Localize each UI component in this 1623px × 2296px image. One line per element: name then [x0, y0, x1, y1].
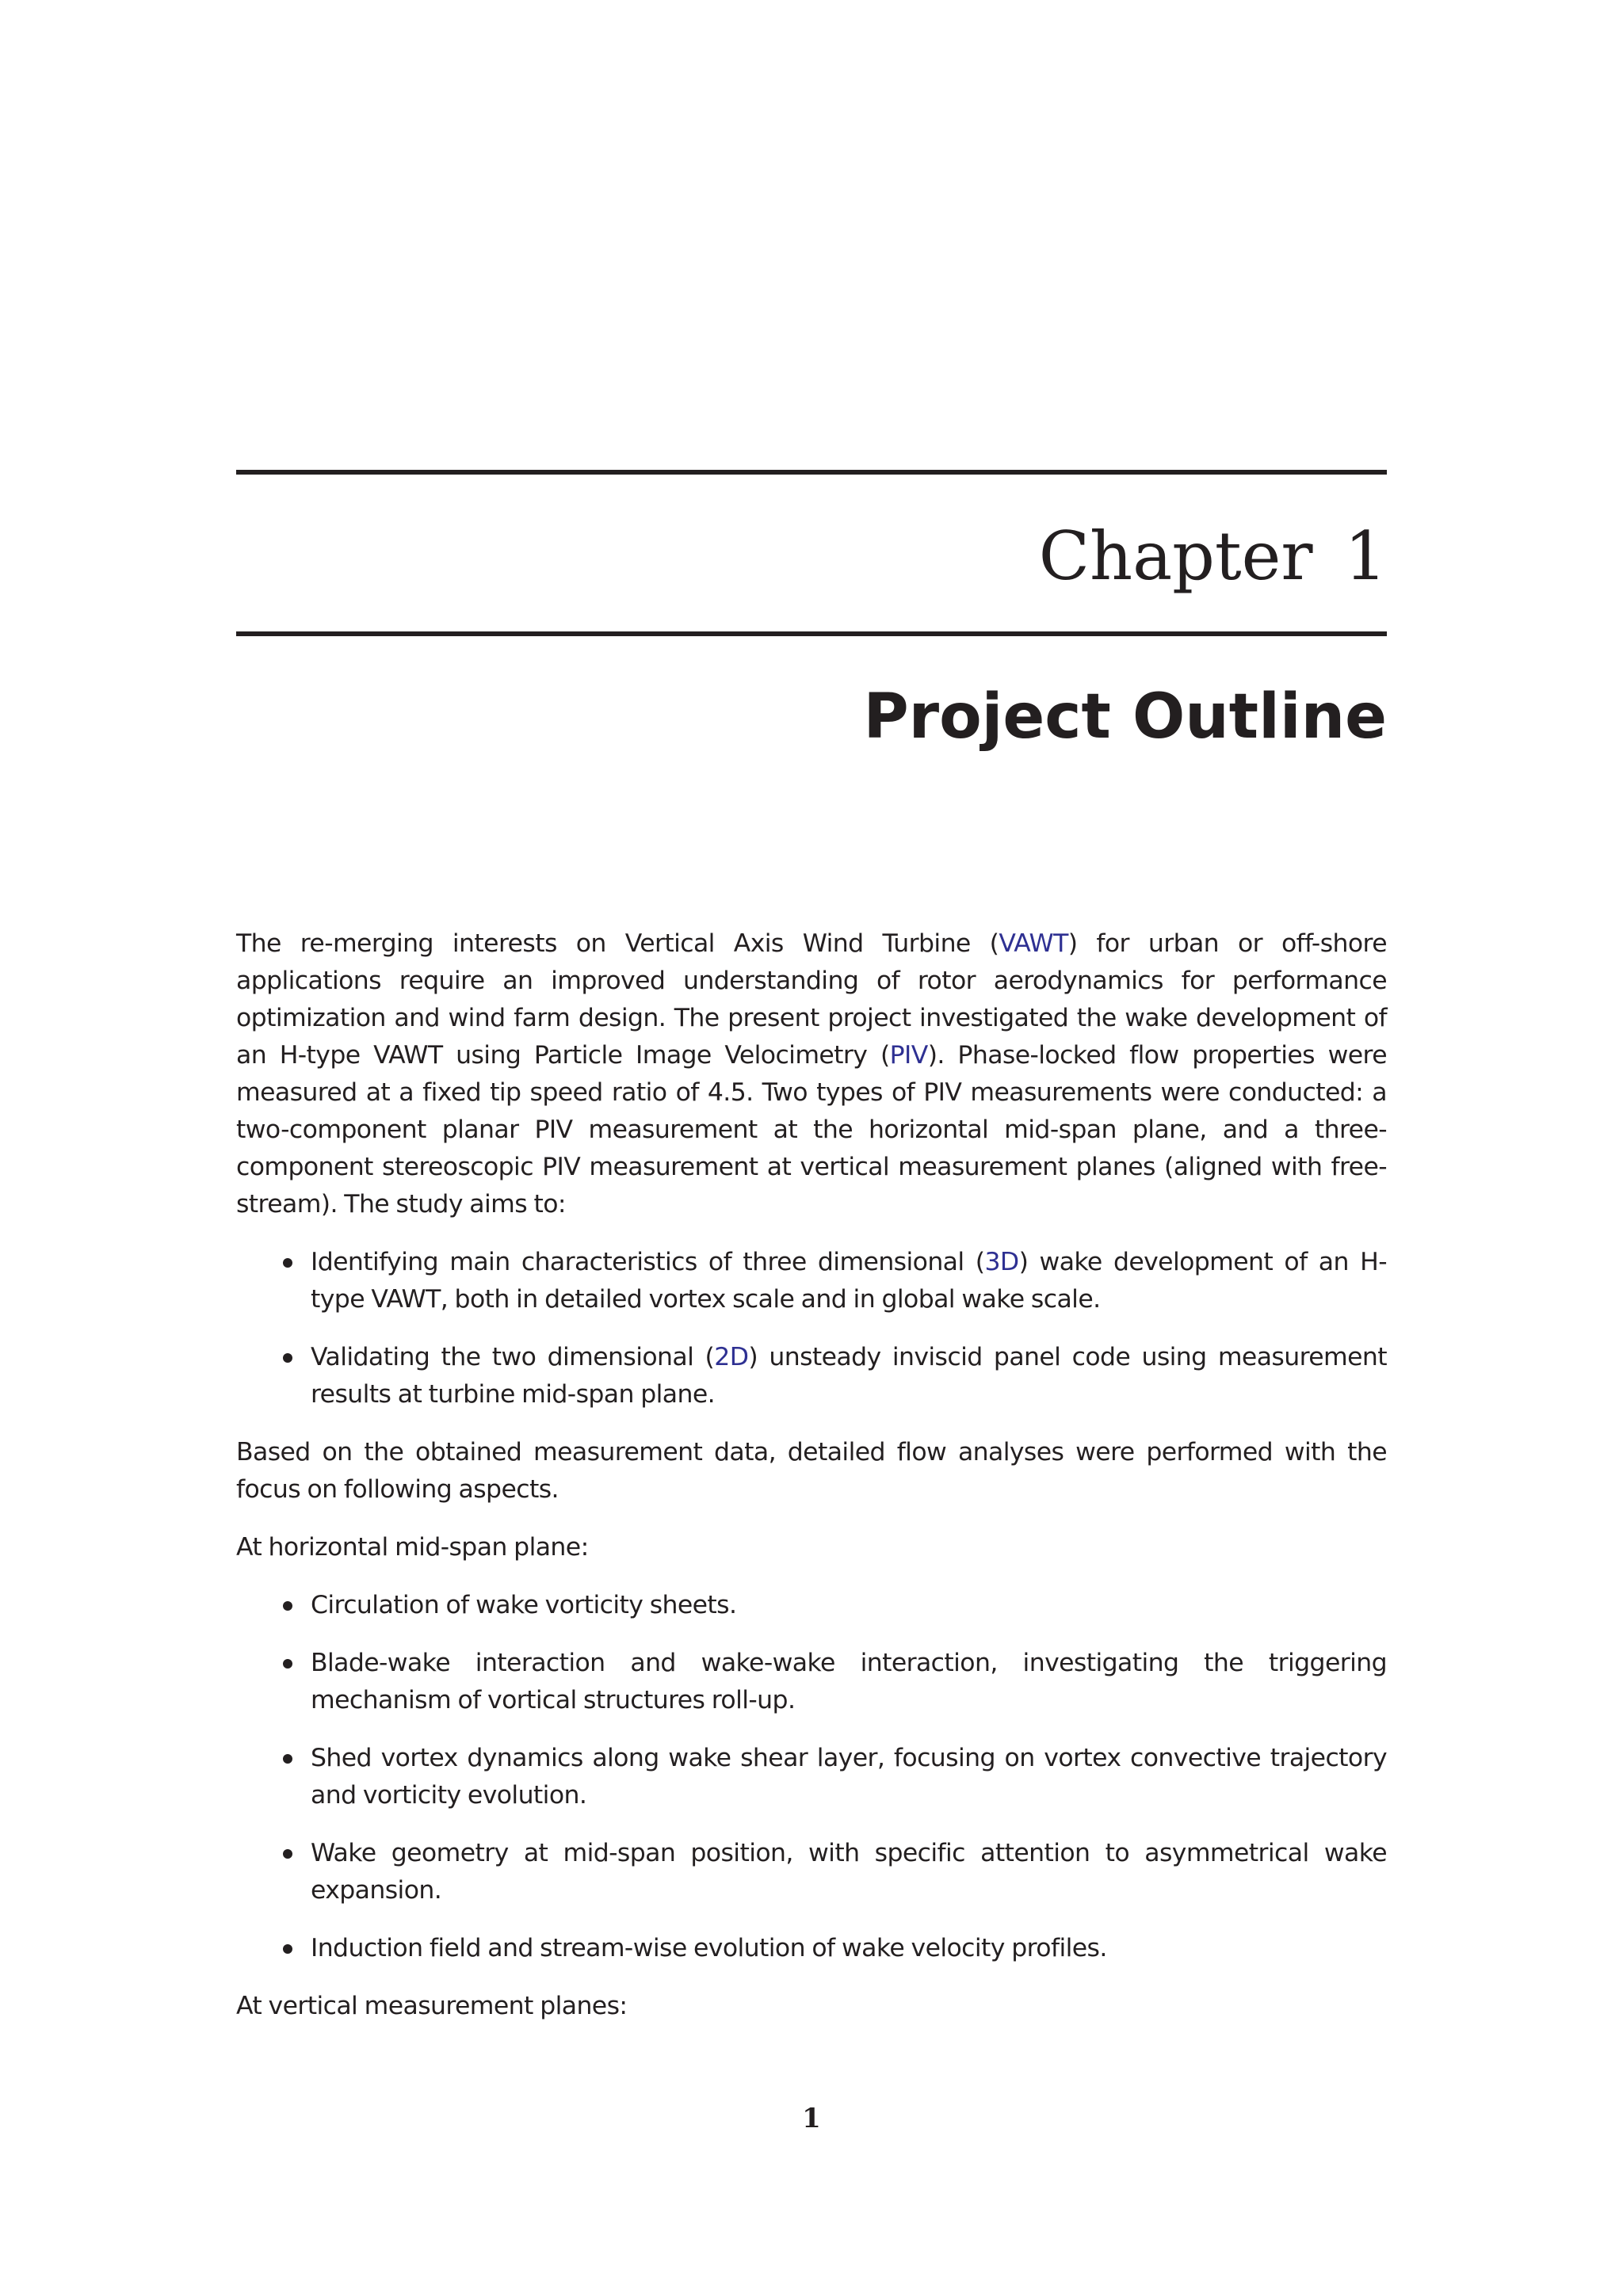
chapter-title: Project Outline	[863, 681, 1387, 753]
analysis-intro-paragraph: Based on the obtained measurement data, detailed flow analyses were performed with the focus on following aspects.	[236, 1438, 1387, 1504]
list-item	[311, 1339, 1387, 1413]
chapter-body	[236, 925, 1387, 2046]
intro-text-2: ) for urban or off-shore applications require an improved understanding of rotor aerodynamics for performance optimization and wind farm design. The present project investigated the wake development of an H-type VAWT using Particle Image Velocimetry (	[236, 929, 1387, 1070]
acronym-link-vawt[interactable]: VAWT	[999, 929, 1068, 958]
list-item: Circulation of wake vorticity sheets.	[311, 1587, 1387, 1624]
chapter-number: 1	[1344, 517, 1387, 595]
page-number: 1	[802, 2103, 821, 2134]
aim-text: Identifying main characteristics of three dimensional (	[311, 1248, 985, 1276]
acronym-link-piv[interactable]: PIV	[889, 1041, 928, 1070]
acronym-link-3d[interactable]: 3D	[984, 1248, 1019, 1276]
intro-text-3: ). Phase-locked flow properties were measured at a fixed tip speed ratio of 4.5. Two types of PIV measurements were conducted: a two-component planar PIV measurement at the horizontal mid-span plane, and a three-component stereoscopic PIV measurement at vertical measurement planes (aligned with free-stream). The study aims to:	[236, 1041, 1387, 1219]
chapter-rule-bottom	[236, 631, 1387, 636]
list-item	[311, 1244, 1387, 1318]
list-item: Induction field and stream-wise evolution of wake velocity profiles.	[311, 1930, 1387, 1967]
aim-text: ) wake development of an H-type VAWT, both in detailed vortex scale and in global wake scale.	[311, 1248, 1387, 1314]
chapter-label	[236, 517, 1387, 596]
horizontal-plane-heading: At horizontal mid-span plane:	[236, 1533, 589, 1562]
aim-text: Validating the two dimensional (	[311, 1343, 715, 1371]
vertical-plane-heading: At vertical measurement planes:	[236, 1992, 628, 2020]
intro-paragraph	[236, 925, 1387, 1223]
aims-list	[236, 1244, 1387, 1413]
acronym-link-2d[interactable]: 2D	[714, 1343, 749, 1371]
list-item: Blade-wake interaction and wake-wake interaction, investigating the triggering mechanism of vortical structures roll-up.	[311, 1645, 1387, 1719]
horizontal-plane-list	[236, 1587, 1387, 1967]
list-item: Wake geometry at mid-span position, with specific attention to asymmetrical wake expansion.	[311, 1835, 1387, 1909]
aim-text: ) unsteady inviscid panel code using measurement results at turbine mid-span plane.	[311, 1343, 1388, 1409]
chapter-rule-top	[236, 470, 1387, 475]
intro-text-1: The re-merging interests on Vertical Axis Wind Turbine (	[236, 929, 999, 958]
chapter-word: Chapter	[1038, 517, 1313, 595]
list-item: Shed vortex dynamics along wake shear layer, focusing on vortex convective trajectory and vorticity evolution.	[311, 1740, 1387, 1814]
